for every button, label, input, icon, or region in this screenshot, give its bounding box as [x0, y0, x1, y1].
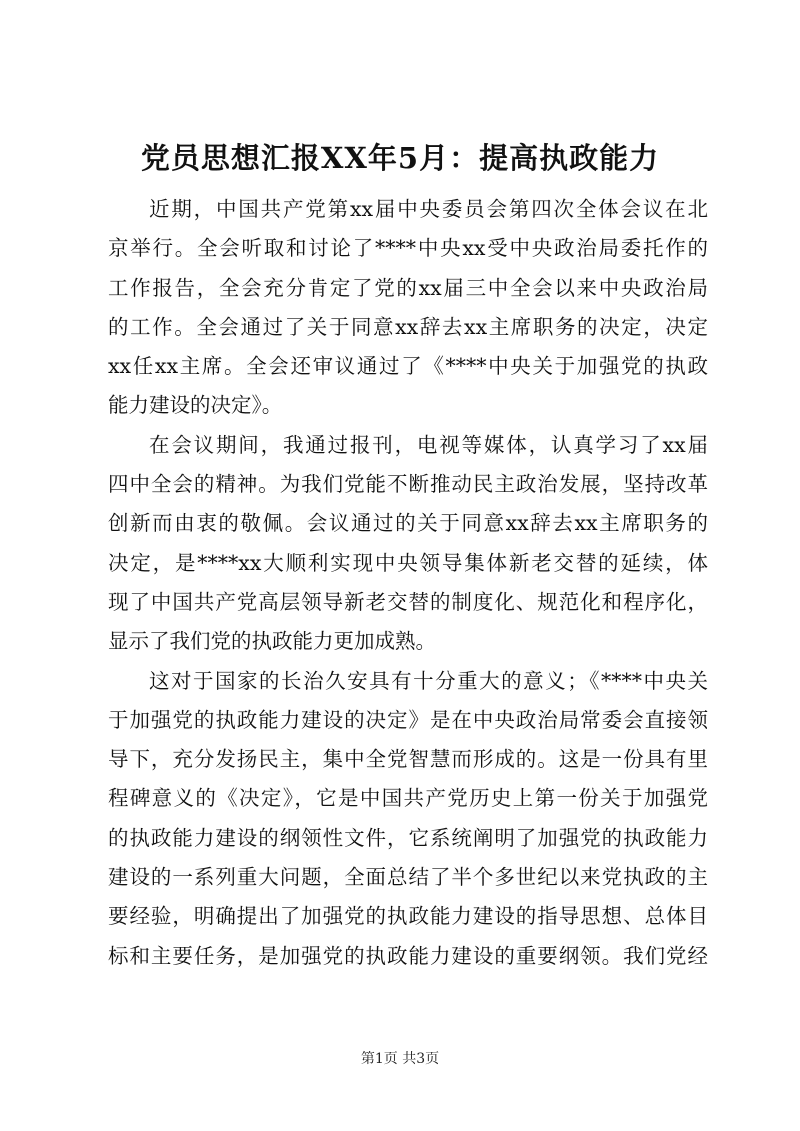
paragraph-line: 程碑意义的《决定》，它是中国共产党历史上第一份关于加强党	[108, 786, 708, 811]
paragraph-line: 在会议期间，我通过报刊，电视等媒体，认真学习了xx届	[149, 432, 708, 457]
paragraph-line: 导下，充分发扬民主，集中全党智慧而形成的。这是一份具有里	[108, 747, 708, 772]
page-number-footer: 第1页 共3页	[360, 1051, 440, 1067]
paragraph-line: 于加强党的执政能力建设的决定》是在中央政治局常委会直接领	[108, 707, 708, 732]
paragraph-line: 要经验，明确提出了加强党的执政能力建设的指导思想、总体目	[108, 904, 708, 929]
paragraph-line: 显示了我们党的执政能力更加成熟。	[108, 629, 436, 654]
document-title: 党员思想汇报XX年5月：提高执政能力	[140, 141, 660, 175]
paragraph-line: 决定，是****xx大顺利实现中央领导集体新老交替的延续，体	[108, 550, 708, 575]
paragraph-line: 的执政能力建设的纲领性文件，它系统阐明了加强党的执政能力	[108, 825, 708, 850]
paragraph-line: 现了中国共产党高层领导新老交替的制度化、规范化和程序化，	[108, 589, 708, 614]
document-body	[108, 190, 708, 976]
paragraph-line: 建设的一系列重大问题，全面总结了半个多世纪以来党执政的主	[108, 865, 708, 890]
paragraph-line: 能力建设的决定》。	[108, 393, 283, 418]
paragraph-line: 标和主要任务，是加强党的执政能力建设的重要纲领。我们党经	[108, 943, 708, 968]
paragraph-line: xx任xx主席。全会还审议通过了《****中央关于加强党的执政	[108, 354, 708, 379]
paragraph-1	[108, 190, 708, 426]
paragraph-line: 创新而由衷的敬佩。会议通过的关于同意xx辞去xx主席职务的	[108, 511, 708, 536]
paragraph-line: 四中全会的精神。为我们党能不断推动民主政治发展，坚持改革	[108, 472, 708, 497]
paragraph-2	[108, 426, 708, 662]
paragraph-line: 工作报告，全会充分肯定了党的xx届三中全会以来中央政治局	[108, 275, 708, 300]
paragraph-3	[108, 662, 708, 976]
paragraph-line: 京举行。全会听取和讨论了****中央xx受中央政治局委托作的	[108, 236, 708, 261]
paragraph-line: 的工作。全会通过了关于同意xx辞去xx主席职务的决定，决定	[108, 314, 708, 339]
paragraph-line: 这对于国家的长治久安具有十分重大的意义；《****中央关	[149, 668, 708, 693]
paragraph-line: 近期，中国共产党第xx届中央委员会第四次全体会议在北	[149, 197, 708, 221]
